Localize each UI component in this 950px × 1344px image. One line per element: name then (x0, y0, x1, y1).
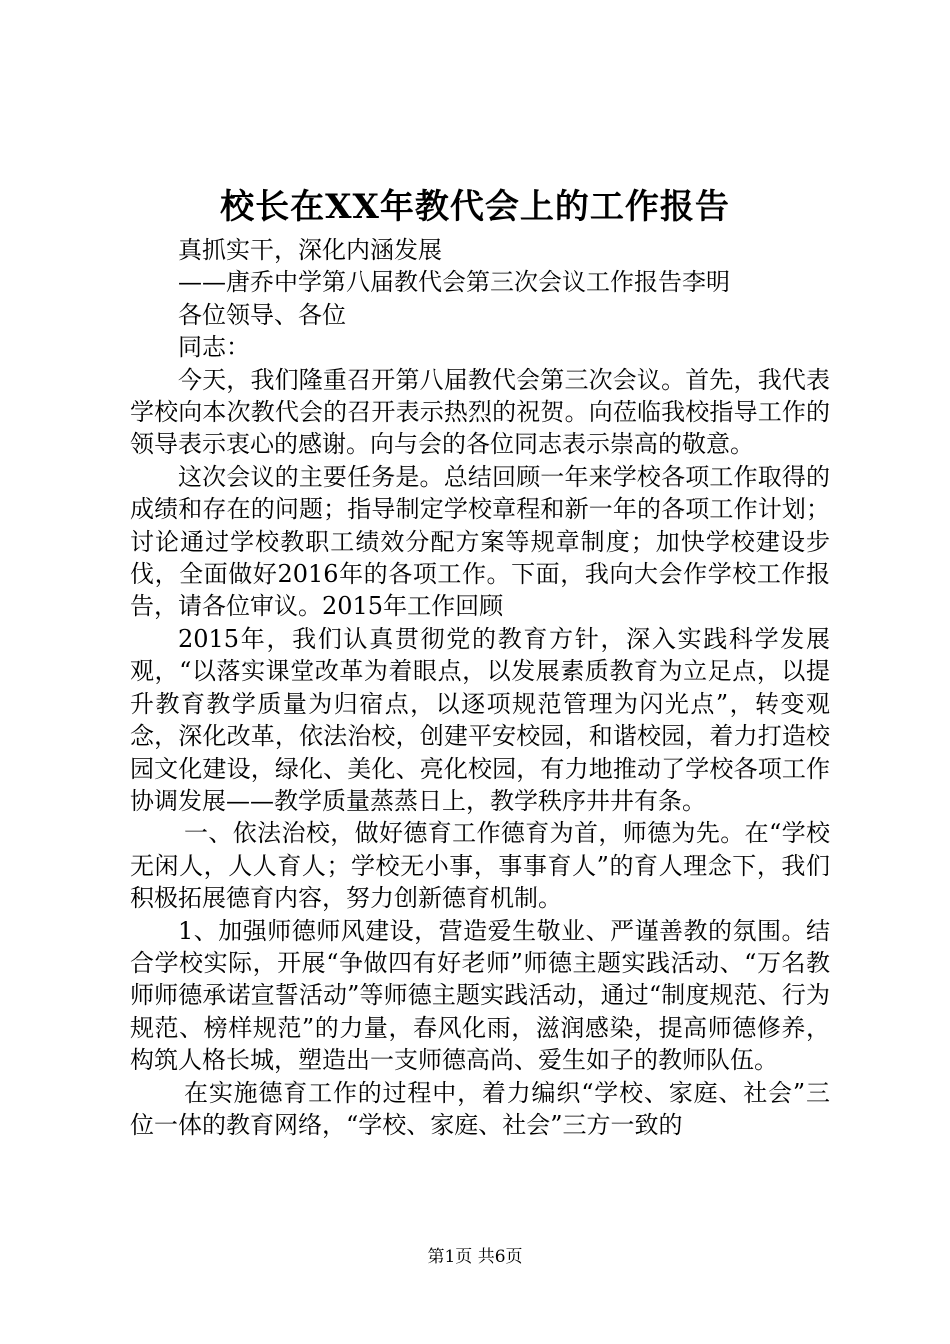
salutation-line: 各位领导、各位 (178, 300, 346, 329)
section-heading-paragraph: 一、依法治校，做好德育工作德育为首，师德为先。在“学校无闲人，人人育人；学校无小事，事事育人”的育人理念下，我们积极拓展德育内容，努力创新德育机制。 (130, 819, 830, 913)
body-paragraph: 今天，我们隆重召开第八届教代会第三次会议。首先，我代表学校向本次教代会的召开表示热烈的祝贺。向莅临我校指导工作的领导表示衷心的感谢。向与会的各位同志表示崇高的敬意。 (130, 365, 830, 459)
page-footer (0, 1246, 950, 1268)
body-paragraph: 在实施德育工作的过程中，着力编织“学校、家庭、社会”三位一体的教育网络，“学校、家庭、社会”三方一致的 (130, 1078, 830, 1139)
page-total: 共6页 (477, 1247, 523, 1267)
body-paragraph: 1、加强师德师风建设，营造爱生敬业、严谨善教的氛围。结合学校实际，开展“争做四有好老师”师德主题实践活动、“万名教师师德承诺宣誓活动”等师德主题实践活动，通过“制度规范、行为规范、榜样规范”的力量，春风化雨，滋润感染，提高师德修养，构筑人格长城，塑造出一支师德高尚、爱生如子的教师队伍。 (130, 916, 830, 1075)
document-title: 校长在XX年教代会上的工作报告 (220, 187, 730, 227)
body-paragraph: 2015年，我们认真贯彻党的教育方针，深入实践科学发展观，“以落实课堂改革为着眼点，以发展素质教育为立足点，以提升教育教学质量为归宿点，以逐项规范管理为闪光点”，转变观念，深化改革，依法治校，创建平安校园，和谐校园，着力打造校园文化建设，绿化、美化、亮化校园，有力地推动了学校各项工作协调发展——教学质量蒸蒸日上，教学秩序井井有条。 (130, 624, 830, 815)
body-paragraph: 这次会议的主要任务是。总结回顾一年来学校各项工作取得的成绩和存在的问题；指导制定学校章程和新一年的各项工作计划；讨论通过学校教职工绩效分配方案等规章制度；加快学校建设步伐，全面做好2016年的各项工作。下面，我向大会作学校工作报告，请各位审议。2015年工作回顾 (130, 462, 830, 621)
salutation-line: 同志： (178, 333, 250, 362)
page-number: 第1页 (427, 1247, 473, 1267)
document-body (130, 234, 830, 1141)
subtitle-line: 真抓实干，深化内涵发展 (178, 236, 442, 264)
report-byline: ——唐乔中学第八届教代会第三次会议工作报告李明 (178, 268, 730, 297)
